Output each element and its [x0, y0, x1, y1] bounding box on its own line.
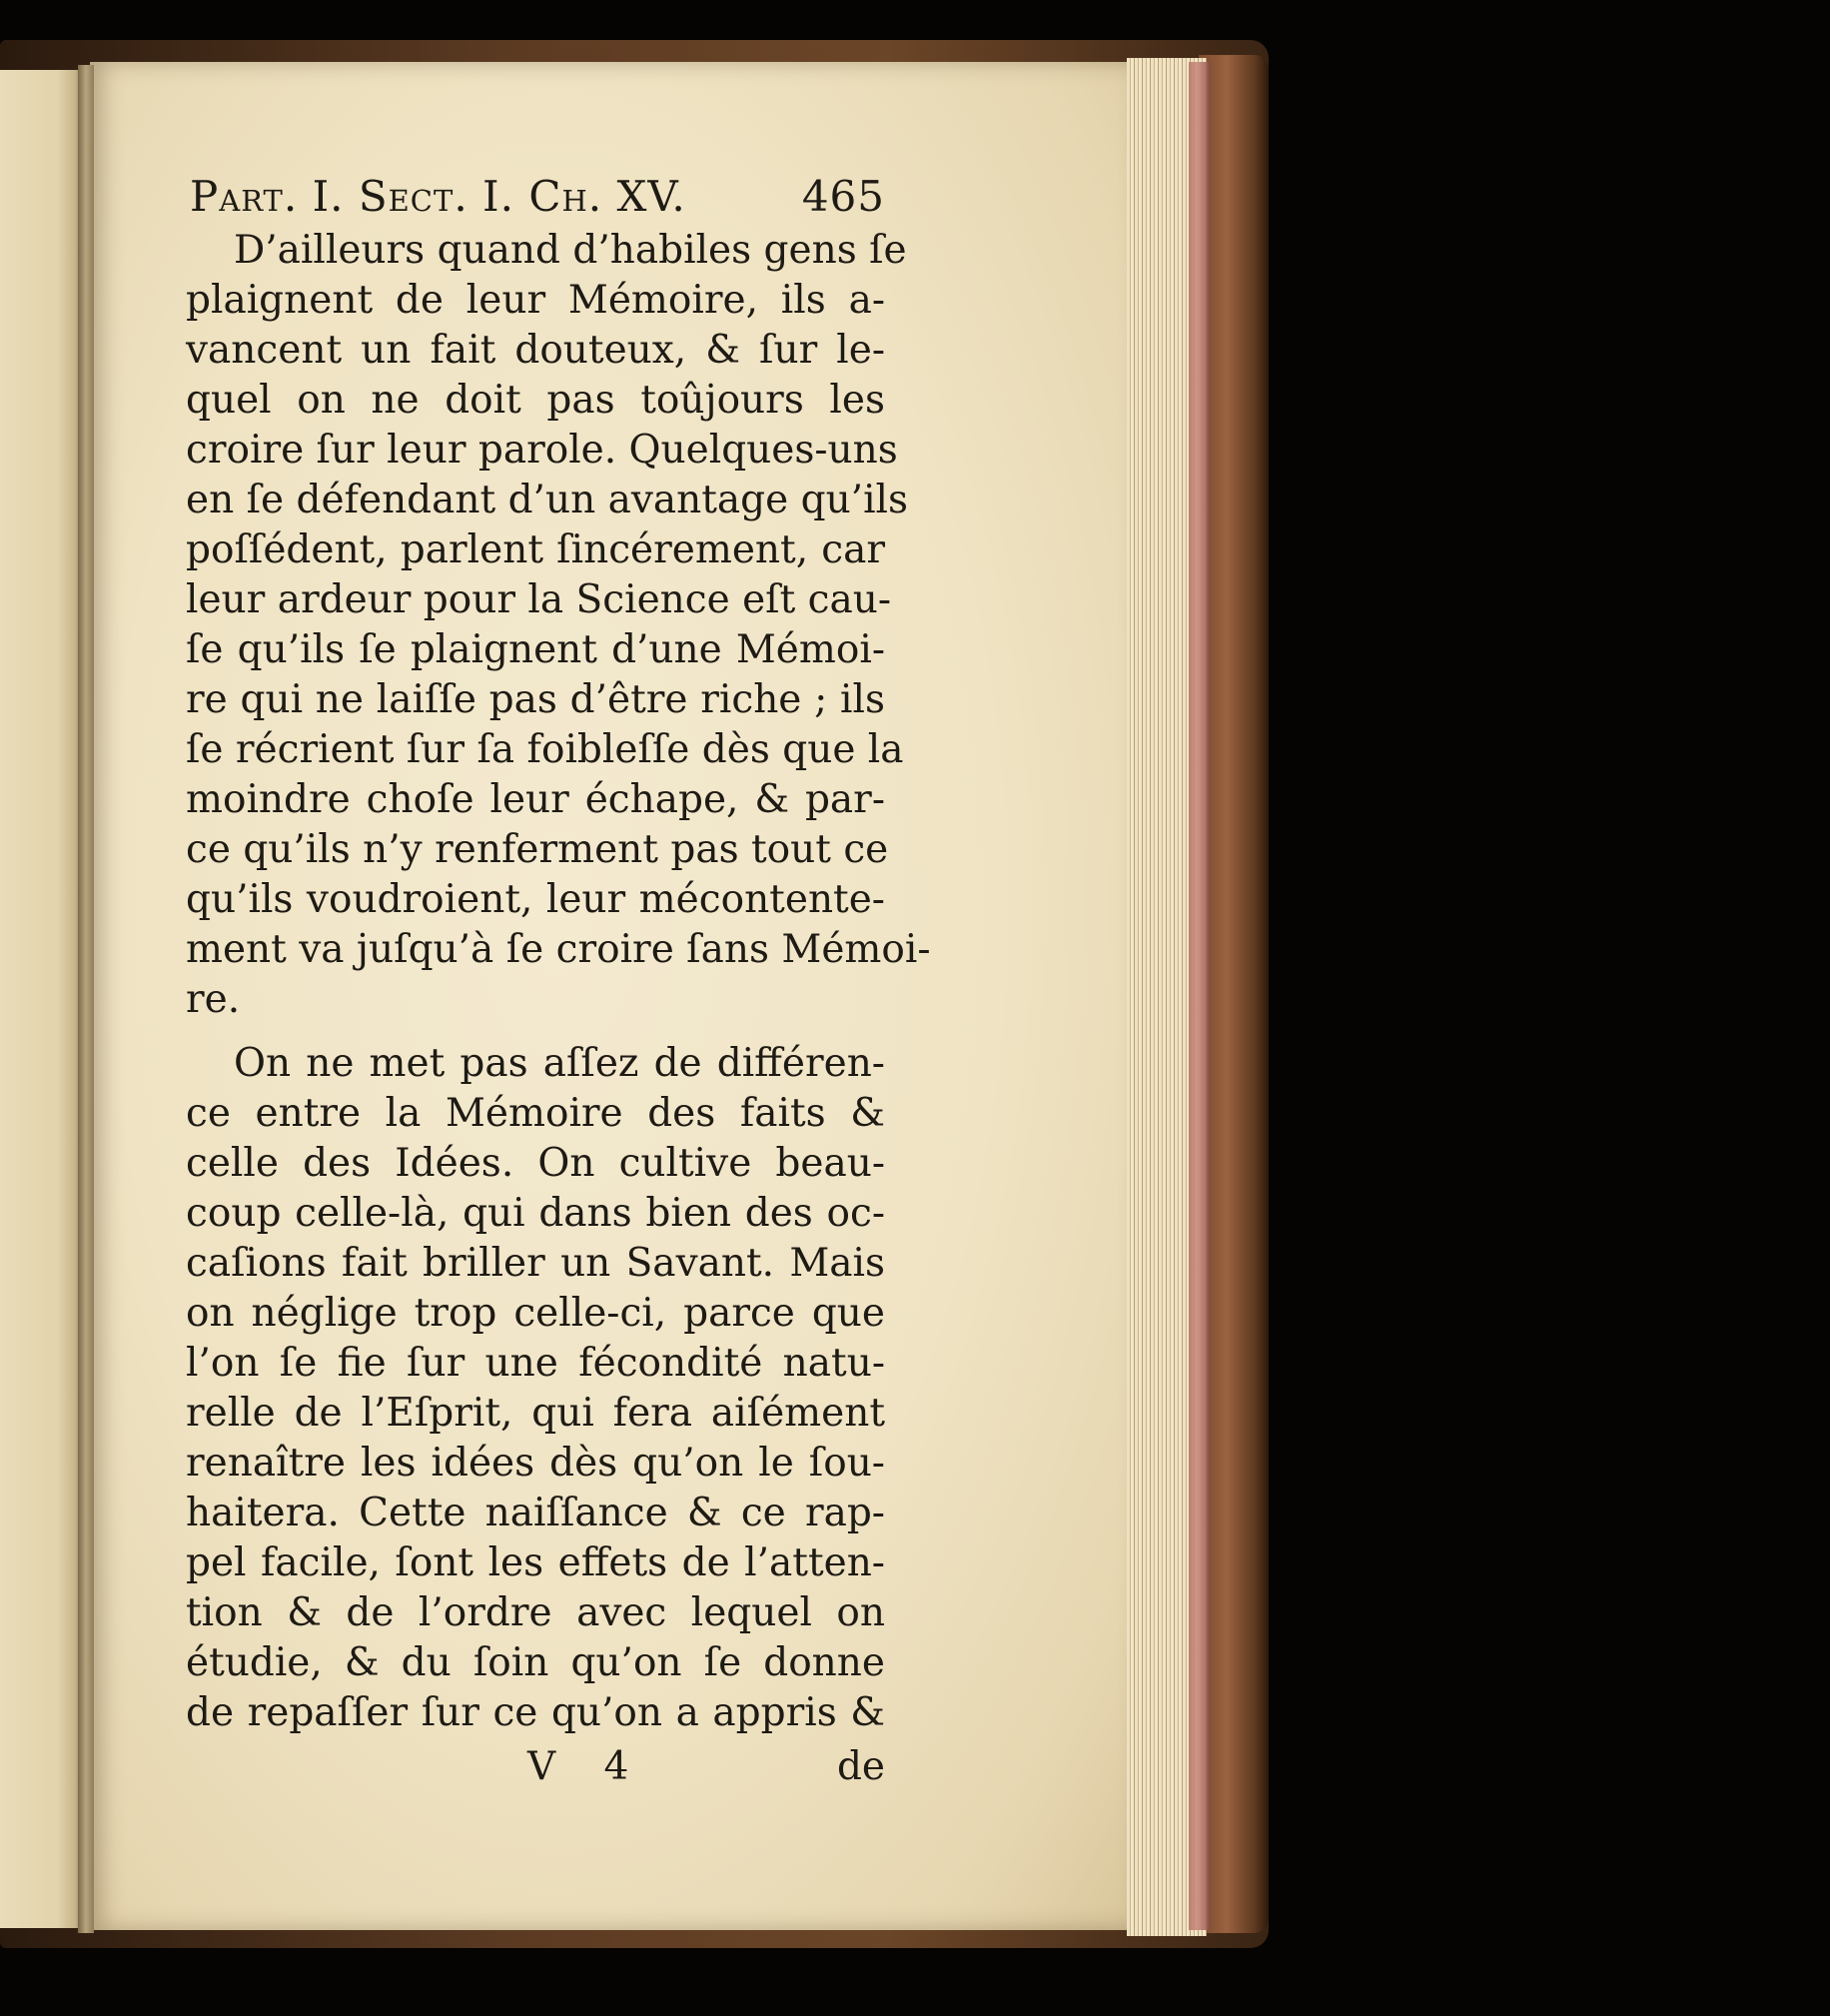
text-line: pel facile, ſont les effets de l’atten- [186, 1540, 885, 1585]
text-line: celle des Idées. On cultive beau- [186, 1141, 885, 1186]
text-line: croire ſur leur parole. Quelques-uns [186, 428, 898, 473]
running-head [186, 168, 885, 226]
text-line: On ne met pas aſſez de différen- [234, 1041, 885, 1086]
text-line: ce qu’ils n’y renferment pas tout ce [186, 827, 889, 872]
running-head-title: Part. I. Sect. I. Ch. XV. [190, 172, 686, 221]
text-line: leur ardeur pour la Science eſt cau- [186, 577, 892, 622]
text-line: tion & de l’ordre avec lequel on [186, 1590, 885, 1635]
text-line: plaignent de leur Mémoire, ils a- [186, 278, 885, 323]
catchword: de [836, 1744, 885, 1789]
text-line: relle de l’Eſprit, qui fera aiſément [186, 1391, 885, 1436]
left-page-sliver [0, 70, 82, 1928]
text-line: re qui ne laiſſe pas d’être riche ; ils [186, 677, 885, 722]
text-line: haitera. Cette naiſſance & ce rap- [186, 1491, 885, 1535]
text-line: renaître les idées dès qu’on le ſou- [186, 1441, 885, 1486]
text-line: caſions fait briller un Savant. Mais [186, 1241, 885, 1286]
text-line: de repaſſer ſur ce qu’on a appris & [186, 1690, 885, 1735]
text-line: ſe récrient ſur ſa foibleſſe dès que la [186, 727, 904, 772]
text-line: ſe qu’ils ſe plaignent d’une Mémoi- [186, 627, 885, 672]
text-block [186, 168, 931, 1792]
text-line: qu’ils voudroient, leur mécontente- [186, 877, 885, 922]
text-line: coup celle-là, qui dans bien des oc- [186, 1191, 885, 1236]
text-line: étudie, & du ſoin qu’on ſe donne [186, 1640, 885, 1685]
page-number: 465 [801, 172, 885, 221]
text-line: on néglige trop celle-ci, parce que [186, 1291, 885, 1336]
text-line: ce entre la Mémoire des faits & [186, 1091, 885, 1136]
text-line: vancent un fait douteux, & ſur le- [186, 328, 885, 373]
page-footer [186, 1742, 885, 1792]
text-line: moindre choſe leur échape, & par- [186, 777, 885, 822]
text-line: poſſédent, parlent ſincérement, car [186, 527, 885, 572]
text-line: l’on ſe fie ſur une fécondité natu- [186, 1341, 885, 1386]
paragraph-1 [186, 226, 931, 1025]
text-line: ment va juſqu’à ſe croire ſans Mémoi- [186, 927, 931, 972]
red-page-edge [1189, 62, 1211, 1930]
text-line: quel on ne doit pas toûjours les [186, 378, 885, 423]
text-line: en ſe défendant d’un avantage qu’ils [186, 478, 909, 522]
paragraph-2 [186, 1039, 885, 1738]
book-gutter [78, 65, 94, 1933]
text-line: re. [186, 977, 241, 1022]
text-line: D’ailleurs quand d’habiles gens ſe [234, 228, 907, 273]
signature-mark: V 4 [527, 1744, 647, 1789]
